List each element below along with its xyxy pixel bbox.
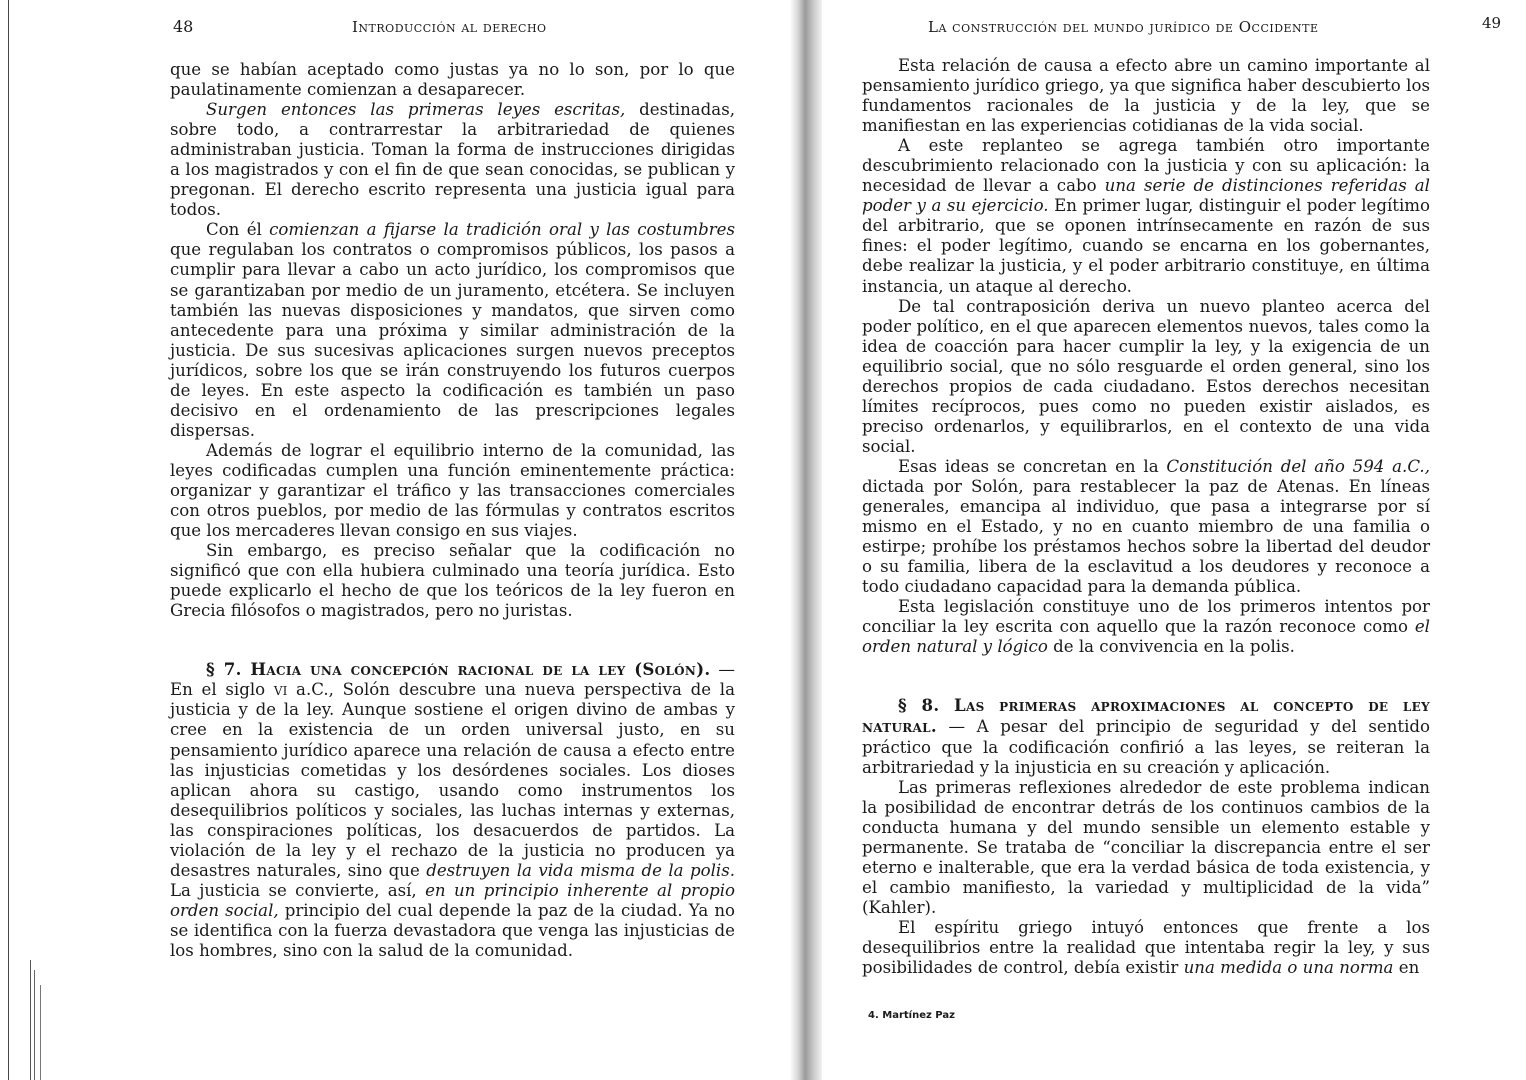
- left-text-column: [170, 60, 735, 961]
- section-paragraph: § 8. Las primeras aproximaciones al concepto de ley natural. — A pesar del principio de seguridad y del sentido práctico que la codificación confirió a las leyes, se reiteran la arbitrariedad y la injusticia en su creación y aplicación.: [862, 695, 1430, 777]
- body-paragraph: El espíritu griego intuyó entonces que frente a los desequilibrios entre la realidad que intentaba regir la ley, y sus posibilidades de control, debía existir una medida o una norma en: [862, 917, 1430, 978]
- body-paragraph: A este replanteo se agrega también otro importante descubrimiento relacionado con la justicia y con su aplicación: la necesidad de llevar a cabo una serie de distinciones referidas al poder y a su ejercicio. En primer lugar, distinguir el poder legítimo del arbitrario, que se oponen intrínsecamente en razón de sus fines: el poder legítimo, cuando se encarna en los gobernantes, debe realizar la justicia, y el poder arbitrario constituye, en última instancia, un ataque al derecho.: [862, 136, 1430, 296]
- body-paragraph: Esta relación de causa a efecto abre un camino importante al pensamiento jurídico griego, ya que significa haber descubierto los fundamentos racionales de la justicia y de la ley, que se manifiestan en las experiencias cotidianas de la vida social.: [862, 56, 1430, 136]
- body-paragraph: Las primeras reflexiones alrededor de este problema indican la posibilidad de encontrar detrás de los continuos cambios de la conducta humana y del mundo sensible un elemento estable y permanente. Se trataba de “conciliar la discrepancia entre el ser eterno e inalterable, que era la verdad básica de toda existencia, y el cambio manifiesto, la variedad y multiplicidad de la vida” (Kahler).: [862, 777, 1430, 917]
- body-paragraph: De tal contraposición deriva un nuevo planteo acerca del poder político, en el que aparecen elementos nuevos, tales como la idea de coacción para hacer cumplir la ley, y la exigencia de un equilibrio social, que no sólo resguarde el orden general, sino los derechos propios de cada ciudadano. Estos derechos necesitan límites recíprocos, pues como no pueden existir aislados, es preciso ordenarlos, y equilibrarlos, en el contexto de una vida social.: [862, 296, 1430, 456]
- page-number-left: 48: [173, 17, 194, 36]
- section-paragraph: § 7. Hacia una concepción racional de la ley (Solón). — En el siglo vi a.C., Solón descubre una nueva perspectiva de la justicia y de la ley. Aunque sostiene el origen divino de ambas y cree en la existencia de un orden universal justo, en su pensamiento jurídico aparece una relación de causa a efecto entre las injusticias cometidas y los desórdenes sociales. Los dioses aplican ahora su castigo, usando como instrumentos los desequilibrios políticos y sociales, las luchas internas y externas, las conspiraciones políticas, los desacuerdos de partidos. La violación de la ley y el rechazo de la justicia no producen ya desastres naturales, sino que destruyen la vida misma de la polis. La justicia se convierte, así, en un principio inherente al propio orden social, principio del cual depende la paz de la ciudad. Ya no se identifica con la fuerza devastadora que venga las injusticias de los hombres, sino con la salud de la comunidad.: [170, 659, 735, 960]
- body-paragraph: Además de lograr el equilibrio interno de la comunidad, las leyes codificadas cumplen una función eminentemente práctica: organizar y garantizar el tráfico y las transacciones comerciales con otros pueblos, por medio de las fórmulas y contratos escritos que los mercaderes llevan consigo en sus viajes.: [170, 440, 735, 541]
- page-number-right: 49: [1482, 14, 1502, 32]
- right-page: [822, 0, 1526, 1080]
- book-gutter: [790, 0, 822, 1080]
- body-paragraph: Sin embargo, es preciso señalar que la codificación no significó que con ella hubiera culminado una teoría jurídica. Esto puede explicarlo el hecho de que los teóricos de la ley fueron en Grecia filósofos o magistrados, pero no juristas.: [170, 541, 735, 621]
- body-paragraph: Esas ideas se concretan en la Constitución del año 594 a.C., dictada por Solón, para restablecer la paz de Atenas. En líneas generales, emancipa al individuo, que pasa a integrarse por sí mismo en el Estado, y no en cuanto miembro de una familia o estirpe; prohíbe los préstamos hechos sobre la libertad del deudor o su familia, libera de la esclavitud a los deudores y reconoce a todo ciudadano capacidad para la demanda pública.: [862, 456, 1430, 597]
- body-paragraph: Con él comienzan a fijarse la tradición oral y las costumbres que regulaban los contratos o compromisos públicos, los pasos a cumplir para llevar a cabo un acto jurídico, los compromisos que se garantizaban por medio de un juramento, etcétera. Se incluyen también las nuevas disposiciones y mandatos, que sirven como antecedente para una próxima y similar administración de la justicia. De sus sucesivas aplicaciones surgen nuevos preceptos jurídicos, sobre los que se irán construyendo los futuros cuerpos de leyes. En este aspecto la codificación es también un paso decisivo en el ordenamiento de las prescripciones legales dispersas.: [170, 220, 735, 440]
- body-paragraph: que se habían aceptado como justas ya no lo son, por lo que paulatinamente comienzan a desaparecer.: [170, 60, 735, 100]
- right-text-column: [862, 56, 1430, 978]
- body-paragraph: Esta legislación constituye uno de los primeros intentos por conciliar la ley escrita con aquello que la razón reconoce como el orden natural y lógico de la convivencia en la polis.: [862, 597, 1430, 657]
- body-paragraph: Surgen entonces las primeras leyes escritas, destinadas, sobre todo, a contrarrestar la arbitrariedad de quienes administraban justicia. Toman la forma de instrucciones dirigidas a los magistrados y con el fin de que sean conocidas, se publican y pregonan. El derecho escrito representa una justicia igual para todos.: [170, 100, 735, 220]
- running-head-left: Introducción al derecho: [352, 18, 547, 36]
- footnote: 4. Martínez Paz: [868, 1010, 955, 1021]
- running-head-right: La construcción del mundo jurídico de Occidente: [928, 18, 1319, 36]
